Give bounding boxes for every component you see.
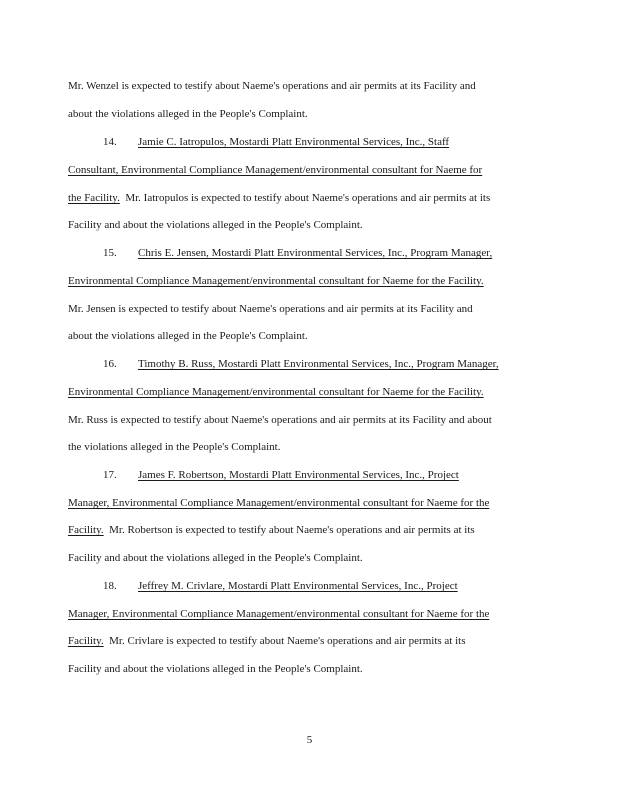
paragraph-14-line-2: Consultant, Environmental Compliance Management/environmental consultant for Naeme for [68, 164, 483, 176]
paragraph-17-number: 17. [103, 469, 117, 481]
paragraph-17-line-3: Facility. Mr. Robertson is expected to testify about Naeme's operations and air permits at its [68, 524, 475, 536]
paragraph-17-line-4: Facility and about the violations alleged in the People's Complaint. [68, 552, 363, 564]
paragraph-15-line-2: Environmental Compliance Management/environmental consultant for Naeme for the Facility. [68, 275, 484, 287]
paragraph-15-line-3: Mr. Jensen is expected to testify about Naeme's operations and air permits at its Facility and [68, 303, 473, 315]
paragraph-16-number: 16. [103, 358, 117, 370]
paragraph-14-line-4: Facility and about the violations alleged in the People's Complaint. [68, 219, 363, 231]
paragraph-17-line-1 [103, 468, 459, 482]
intro-line-1: Mr. Wenzel is expected to testify about Naeme's operations and air permits at its Facility and [68, 80, 476, 92]
paragraph-17-heading: James F. Robertson, Mostardi Platt Environmental Services, Inc., Project [138, 469, 459, 481]
paragraph-14-line-1 [103, 135, 449, 149]
paragraph-14-number: 14. [103, 136, 117, 148]
paragraph-18-line-2: Manager, Environmental Compliance Management/environmental consultant for Naeme for the [68, 608, 490, 620]
paragraph-18-line-1 [103, 579, 458, 593]
paragraph-15-line-4: about the violations alleged in the People's Complaint. [68, 330, 308, 342]
paragraph-14-heading: Jamie C. Iatropulos, Mostardi Platt Environmental Services, Inc., Staff [138, 136, 450, 148]
paragraph-16-line-3: Mr. Russ is expected to testify about Naeme's operations and air permits at its Facility and about [68, 414, 492, 426]
paragraph-15-heading: Chris E. Jensen, Mostardi Platt Environmental Services, Inc., Program Manager, [138, 247, 493, 259]
paragraph-15-line-1 [103, 246, 492, 260]
paragraph-18-line-4: Facility and about the violations alleged in the People's Complaint. [68, 663, 363, 675]
intro-line-2: about the violations alleged in the People's Complaint. [68, 108, 308, 120]
paragraph-15-number: 15. [103, 247, 117, 259]
paragraph-18-number: 18. [103, 580, 117, 592]
paragraph-18-line-3: Facility. Mr. Crivlare is expected to testify about Naeme's operations and air permits at its [68, 635, 466, 647]
page-number: 5 [306, 734, 313, 746]
paragraph-16-line-4: the violations alleged in the People's Complaint. [68, 441, 281, 453]
paragraph-17-line-2: Manager, Environmental Compliance Management/environmental consultant for Naeme for the [68, 497, 490, 509]
paragraph-16-heading: Timothy B. Russ, Mostardi Platt Environmental Services, Inc., Program Manager, [138, 358, 499, 370]
paragraph-16-line-1 [103, 357, 499, 371]
paragraph-14-line-3: the Facility. Mr. Iatropulos is expected to testify about Naeme's operations and air permits at its [68, 192, 491, 204]
paragraph-18-heading: Jeffrey M. Crivlare, Mostardi Platt Environmental Services, Inc., Project [138, 580, 458, 592]
paragraph-16-line-2: Environmental Compliance Management/environmental consultant for Naeme for the Facility. [68, 386, 484, 398]
